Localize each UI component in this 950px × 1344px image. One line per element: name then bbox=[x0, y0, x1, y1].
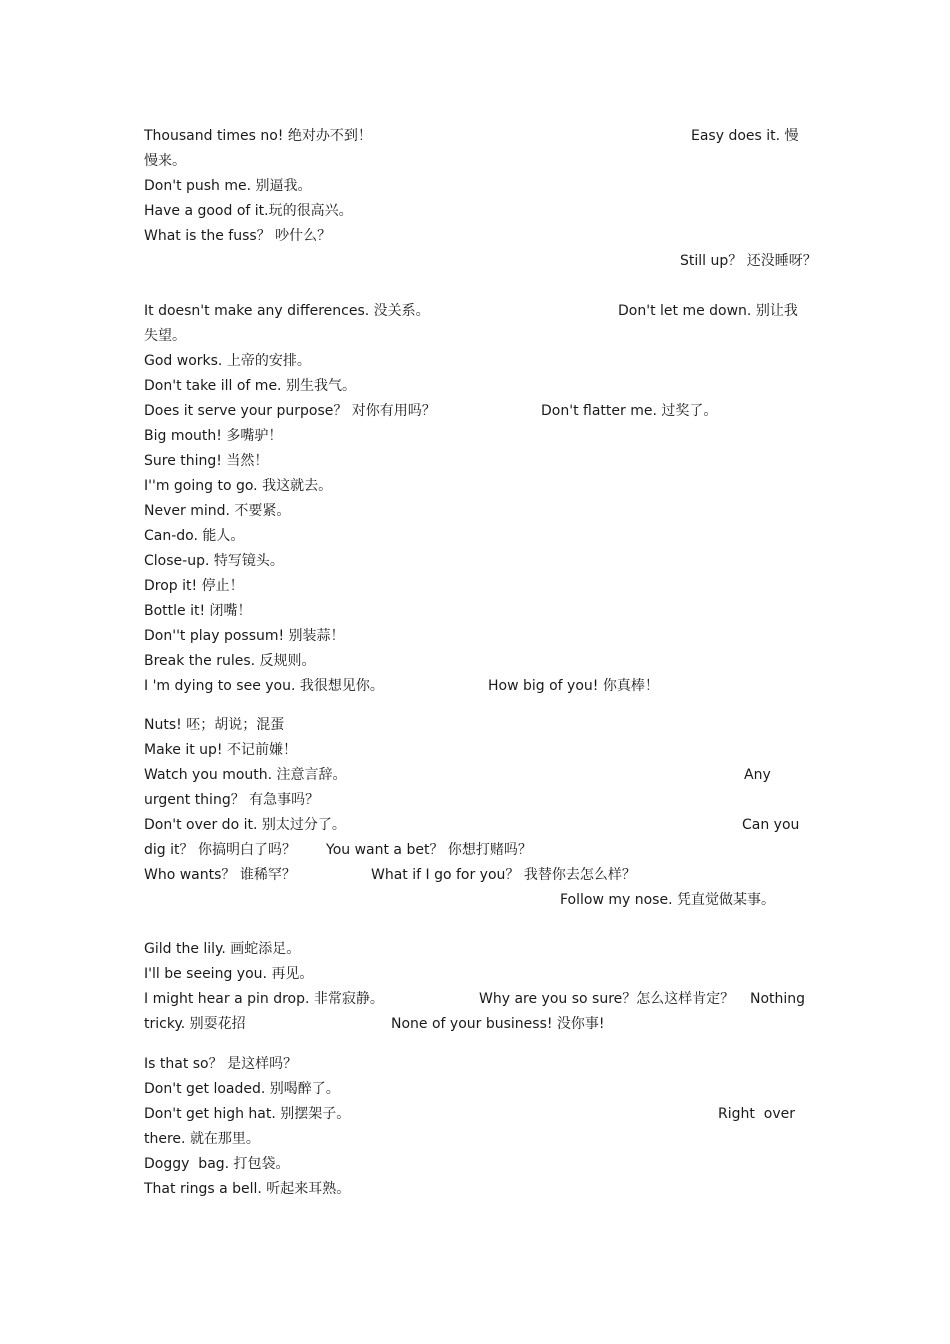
text-line: What if I go for you？ 我替你去怎么样？ bbox=[371, 867, 636, 883]
text-line: Does it serve your purpose？ 对你有用吗？ bbox=[144, 403, 436, 419]
text-line: Don't let me down. 别让我 bbox=[618, 303, 798, 319]
text-line: I'll be seeing you. 再见。 bbox=[144, 966, 314, 982]
text-line: Don't get loaded. 别喝醉了。 bbox=[144, 1081, 340, 1097]
text-line: I might hear a pin drop. 非常寂静。 bbox=[144, 991, 384, 1007]
text-line: God works. 上帝的安排。 bbox=[144, 353, 311, 369]
text-line: tricky. 别耍花招 bbox=[144, 1016, 246, 1032]
text-line: Easy does it. 慢 bbox=[691, 128, 799, 144]
text-line: Break the rules. 反规则。 bbox=[144, 653, 316, 669]
text-line: It doesn't make any differences. 没关系。 bbox=[144, 303, 430, 319]
text-line: 慢来。 bbox=[144, 153, 186, 169]
text-line: Watch you mouth. 注意言辞。 bbox=[144, 767, 347, 783]
text-line: I''m going to go. 我这就去。 bbox=[144, 478, 333, 494]
text-line: Don''t play possum! 别装蒜！ bbox=[144, 628, 345, 644]
text-line: Bottle it! 闭嘴！ bbox=[144, 603, 252, 619]
text-line: Don't over do it. 别太过分了。 bbox=[144, 817, 346, 833]
text-line: Close-up. 特写镜头。 bbox=[144, 553, 284, 569]
text-line: Nothing bbox=[750, 991, 806, 1007]
text-line: dig it？ 你搞明白了吗？ bbox=[144, 842, 296, 858]
text-line: Why are you so sure？怎么这样肯定？ bbox=[479, 991, 735, 1007]
text-line: Nuts! 呸；胡说；混蛋 bbox=[144, 717, 285, 733]
text-line: Don't get high hat. 别摆架子。 bbox=[144, 1106, 351, 1122]
text-line: Drop it! 停止！ bbox=[144, 578, 244, 594]
text-line: Have a good of it.玩的很高兴。 bbox=[144, 203, 353, 219]
text-line: Who wants？ 谁稀罕？ bbox=[144, 867, 296, 883]
text-line: Never mind. 不要紧。 bbox=[144, 503, 291, 519]
text-line: Is that so？ 是这样吗？ bbox=[144, 1056, 298, 1072]
text-line: Make it up! 不记前嫌！ bbox=[144, 742, 297, 758]
text-line: How big of you! 你真棒！ bbox=[488, 678, 659, 694]
text-line: That rings a bell. 听起来耳熟。 bbox=[144, 1181, 351, 1197]
text-line: Gild the lily. 画蛇添足。 bbox=[144, 941, 301, 957]
text-line: Don't take ill of me. 别生我气。 bbox=[144, 378, 356, 394]
text-line: Big mouth! 多嘴驴！ bbox=[144, 428, 283, 444]
text-line: Can-do. 能人。 bbox=[144, 528, 245, 544]
text-line: What is the fuss？ 吵什么？ bbox=[144, 228, 332, 244]
text-line: Doggy bag. 打包袋。 bbox=[144, 1156, 290, 1172]
text-line: Can you bbox=[742, 817, 800, 833]
text-line: None of your business! 没你事! bbox=[391, 1016, 605, 1032]
text-line: Don't flatter me. 过奖了。 bbox=[541, 403, 718, 419]
text-line: 失望。 bbox=[144, 328, 186, 344]
text-line: urgent thing？ 有急事吗？ bbox=[144, 792, 320, 808]
text-line: Thousand times no! 绝对办不到！ bbox=[144, 128, 372, 144]
text-line: You want a bet？ 你想打赌吗？ bbox=[326, 842, 532, 858]
text-line: Still up？ 还没睡呀？ bbox=[680, 253, 817, 269]
text-line: Follow my nose. 凭直觉做某事。 bbox=[560, 892, 775, 908]
text-line: Sure thing! 当然！ bbox=[144, 453, 269, 469]
text-line: there. 就在那里。 bbox=[144, 1131, 260, 1147]
text-line: I 'm dying to see you. 我很想见你。 bbox=[144, 678, 384, 694]
text-line: Right over bbox=[718, 1106, 795, 1122]
text-line: Any bbox=[744, 767, 771, 783]
text-line: Don't push me. 别逼我。 bbox=[144, 178, 312, 194]
